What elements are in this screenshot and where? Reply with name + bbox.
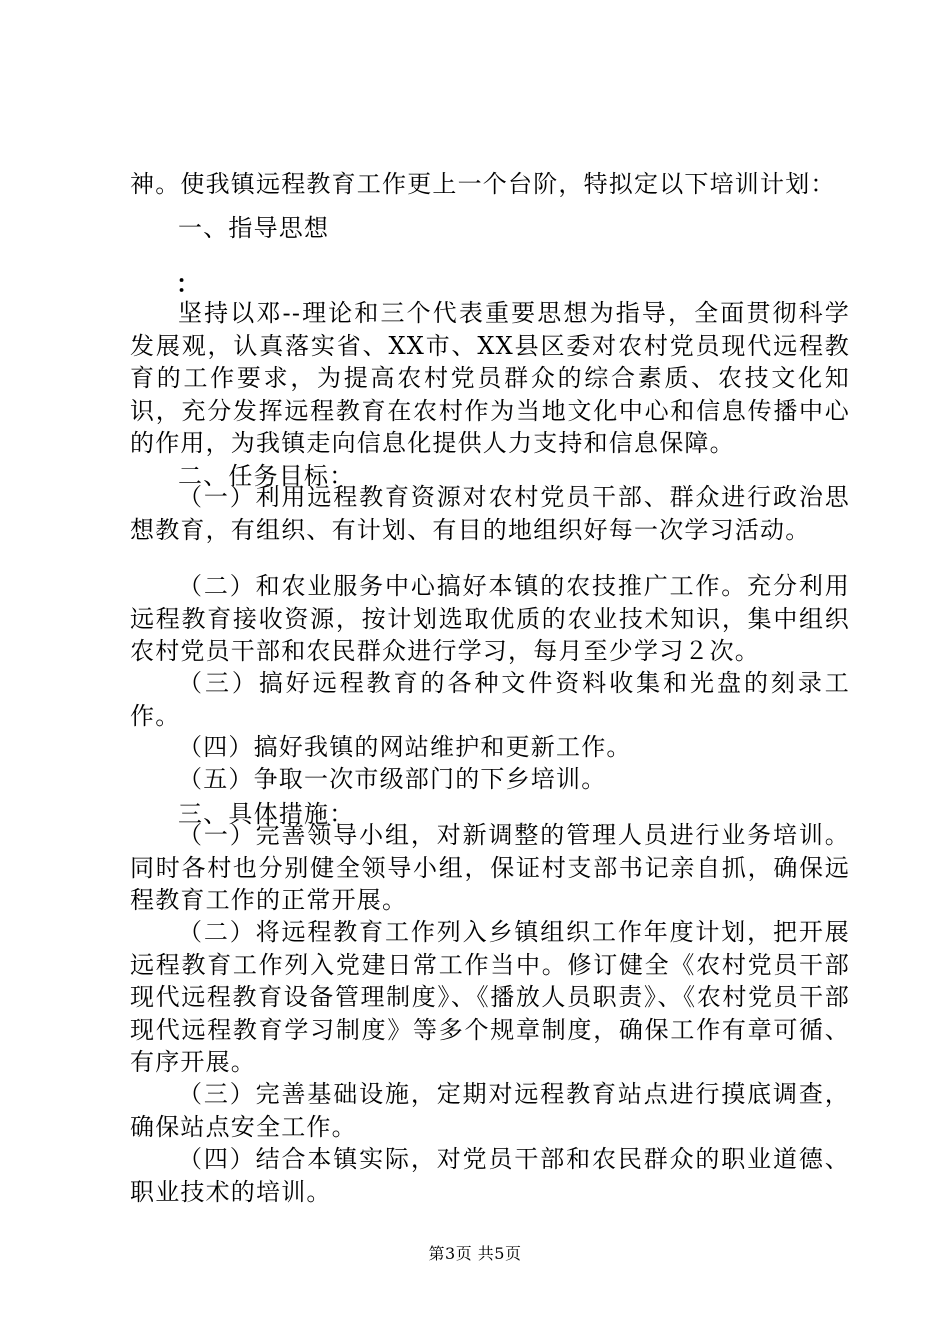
paragraph-intro-continuation: 神。使我镇远程教育工作更上一个台阶，特拟定以下培训计划： — [130, 170, 836, 198]
paragraph-goal-3: （三）搞好远程教育的各种文件资料收集和光盘的刻录工作。 — [130, 669, 850, 730]
paragraph-measure-4: （四）结合本镇实际，对党员干部和农民群众的职业道德、职业技术的培训。 — [130, 1145, 850, 1206]
paragraph-goal-1: （一）利用远程教育资源对农村党员干部、群众进行政治思想教育，有组织、有计划、有目的地组织好每一次学习活动。 — [130, 483, 850, 544]
heading-guiding-ideology: 一、指导思想 — [178, 214, 330, 242]
paragraph-measure-1: （一）完善领导小组，对新调整的管理人员进行业务培训。同时各村也分别健全领导小组，保证村支部书记亲自抓，确保远程教育工作的正常开展。 — [130, 821, 850, 914]
heading-task-goals: 二、任务目标： — [178, 462, 355, 490]
paragraph-guiding-ideology: 坚持以邓--理论和三个代表重要思想为指导，全面贯彻科学发展观，认真落实省、XX市、XX县区委对农村党员现代远程教育的工作要求，为提高农村党员群众的综合素质、农技文化知识，充分发挥远程教育在农村作为当地文化中心和信息传播中心的作用，为我镇走向信息化提供人力支持和信息保障。 — [130, 299, 850, 457]
paragraph-goal-4: （四）搞好我镇的网站维护和更新工作。 — [178, 733, 632, 761]
page-number-footer: 第3页 共5页 — [428, 1244, 522, 1263]
stray-colon: ： — [176, 269, 200, 298]
paragraph-measure-2: （二）将远程教育工作列入乡镇组织工作年度计划，把开展远程教育工作列入党建日常工作当中。修订健全《农村党员干部现代远程教育设备管理制度》、《播放人员职责》、《农村党员干部现代远程教育学习制度》等多个规章制度，确保工作有章可循、有序开展。 — [130, 918, 850, 1076]
paragraph-measure-3: （三）完善基础设施，定期对远程教育站点进行摸底调查，确保站点安全工作。 — [130, 1080, 850, 1141]
paragraph-goal-2: （二）和农业服务中心搞好本镇的农技推广工作。充分利用远程教育接收资源，按计划选取优质的农业技术知识，集中组织农村党员干部和农民群众进行学习，每月至少学习２次。 — [130, 572, 850, 665]
paragraph-goal-5: （五）争取一次市级部门的下乡培训。 — [178, 765, 607, 793]
heading-specific-measures: 三、具体措施： — [178, 800, 355, 828]
